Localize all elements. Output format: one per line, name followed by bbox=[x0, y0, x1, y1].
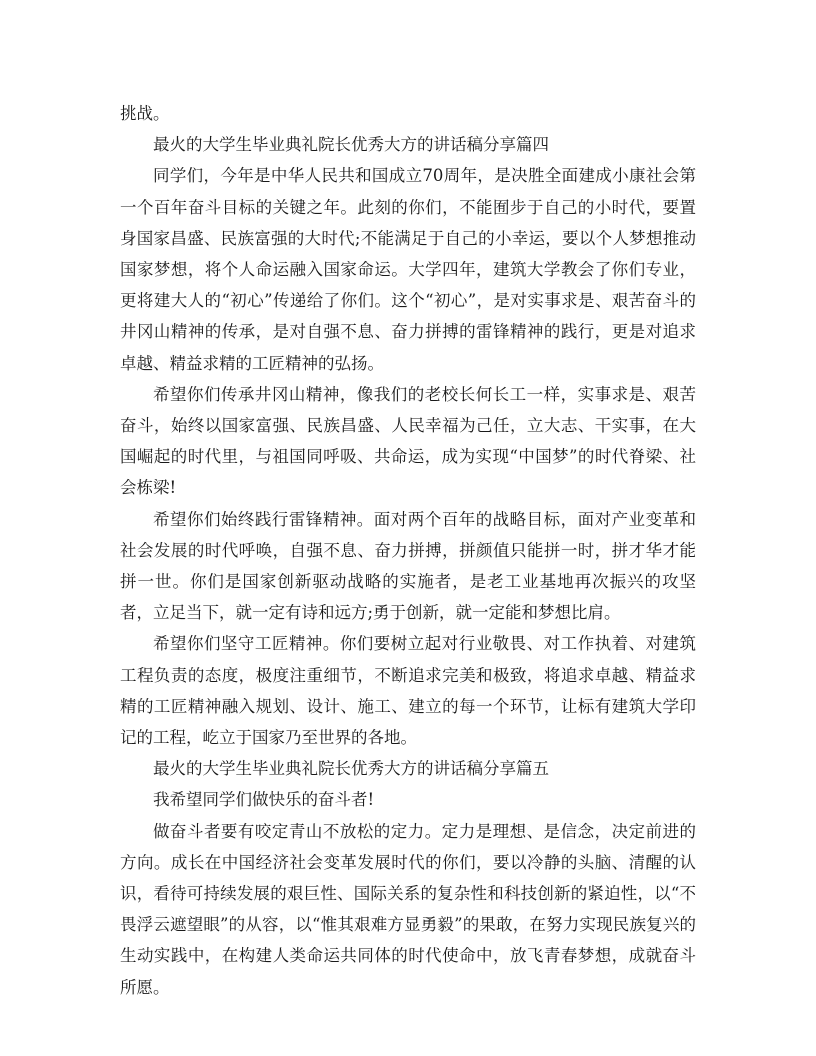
paragraph-continuation: 挑战。 bbox=[120, 104, 170, 123]
paragraph: 做奋斗者要有咬定青山不放松的定力。定力是理想、是信念，决定前进的方向。成长在中国经济社会变革发展时代的你们，要以冷静的头脑、清醒的认识，看待可持续发展的艰巨性、国际关系的复杂性和科技创新的紧迫性，以“不畏浮云遮望眼”的从容，以“惟其艰难方显勇毅”的果敢，在努力实现民族复兴的生动实践中，在构建人类命运共同体的时代使命中，放飞青春梦想，成就奋斗所愿。 bbox=[120, 821, 696, 997]
section-heading-4: 最火的大学生毕业典礼院长优秀大方的讲话稿分享篇四 bbox=[153, 135, 549, 155]
paragraph: 同学们，今年是中华人民共和国成立70周年，是决胜全面建成小康社会第一个百年奋斗目标的关键之年。此刻的你们，不能囿步于自己的小时代，要置身国家昌盛、民族富强的大时代;不能满足于自己的小幸运，要以个人梦想推动国家梦想，将个人命运融入国家命运。大学四年，建筑大学教会了你们专业，更将建大人的“初心”传递给了你们。这个“初心”，是对实事求是、艰苦奋斗的井冈山精神的传承，是对自强不息、奋力拼搏的雷锋精神的践行，更是对追求卓越、精益求精的工匠精神的弘扬。 bbox=[120, 166, 696, 373]
paragraph: 希望你们传承井冈山精神，像我们的老校长何长工一样，实事求是、艰苦奋斗，始终以国家富强、民族昌盛、人民幸福为己任，立大志、干实事，在大国崛起的时代里，与祖国同呼吸、共命运，成为实现“中国梦”的时代脊梁、社会栋梁! bbox=[120, 384, 696, 498]
paragraph: 希望你们坚守工匠精神。你们要树立起对行业敬畏、对工作执着、对建筑工程负责的态度，极度注重细节，不断追求完美和极致，将追求卓越、精益求精的工匠精神融入规划、设计、施工、建立的每一个环节，让标有建筑大学印记的工程，屹立于国家乃至世界的各地。 bbox=[120, 634, 696, 748]
paragraph: 我希望同学们做快乐的奋斗者! bbox=[153, 790, 375, 810]
document-body bbox=[120, 98, 696, 1003]
section-heading-5: 最火的大学生毕业典礼院长优秀大方的讲话稿分享篇五 bbox=[153, 759, 549, 779]
paragraph: 希望你们始终践行雷锋精神。面对两个百年的战略目标，面对产业变革和社会发展的时代呼唤，自强不息、奋力拼搏，拼颜值只能拼一时，拼才华才能拼一世。你们是国家创新驱动战略的实施者，是老工业基地再次振兴的攻坚者，立足当下，就一定有诗和远方;勇于创新，就一定能和梦想比肩。 bbox=[120, 509, 696, 623]
